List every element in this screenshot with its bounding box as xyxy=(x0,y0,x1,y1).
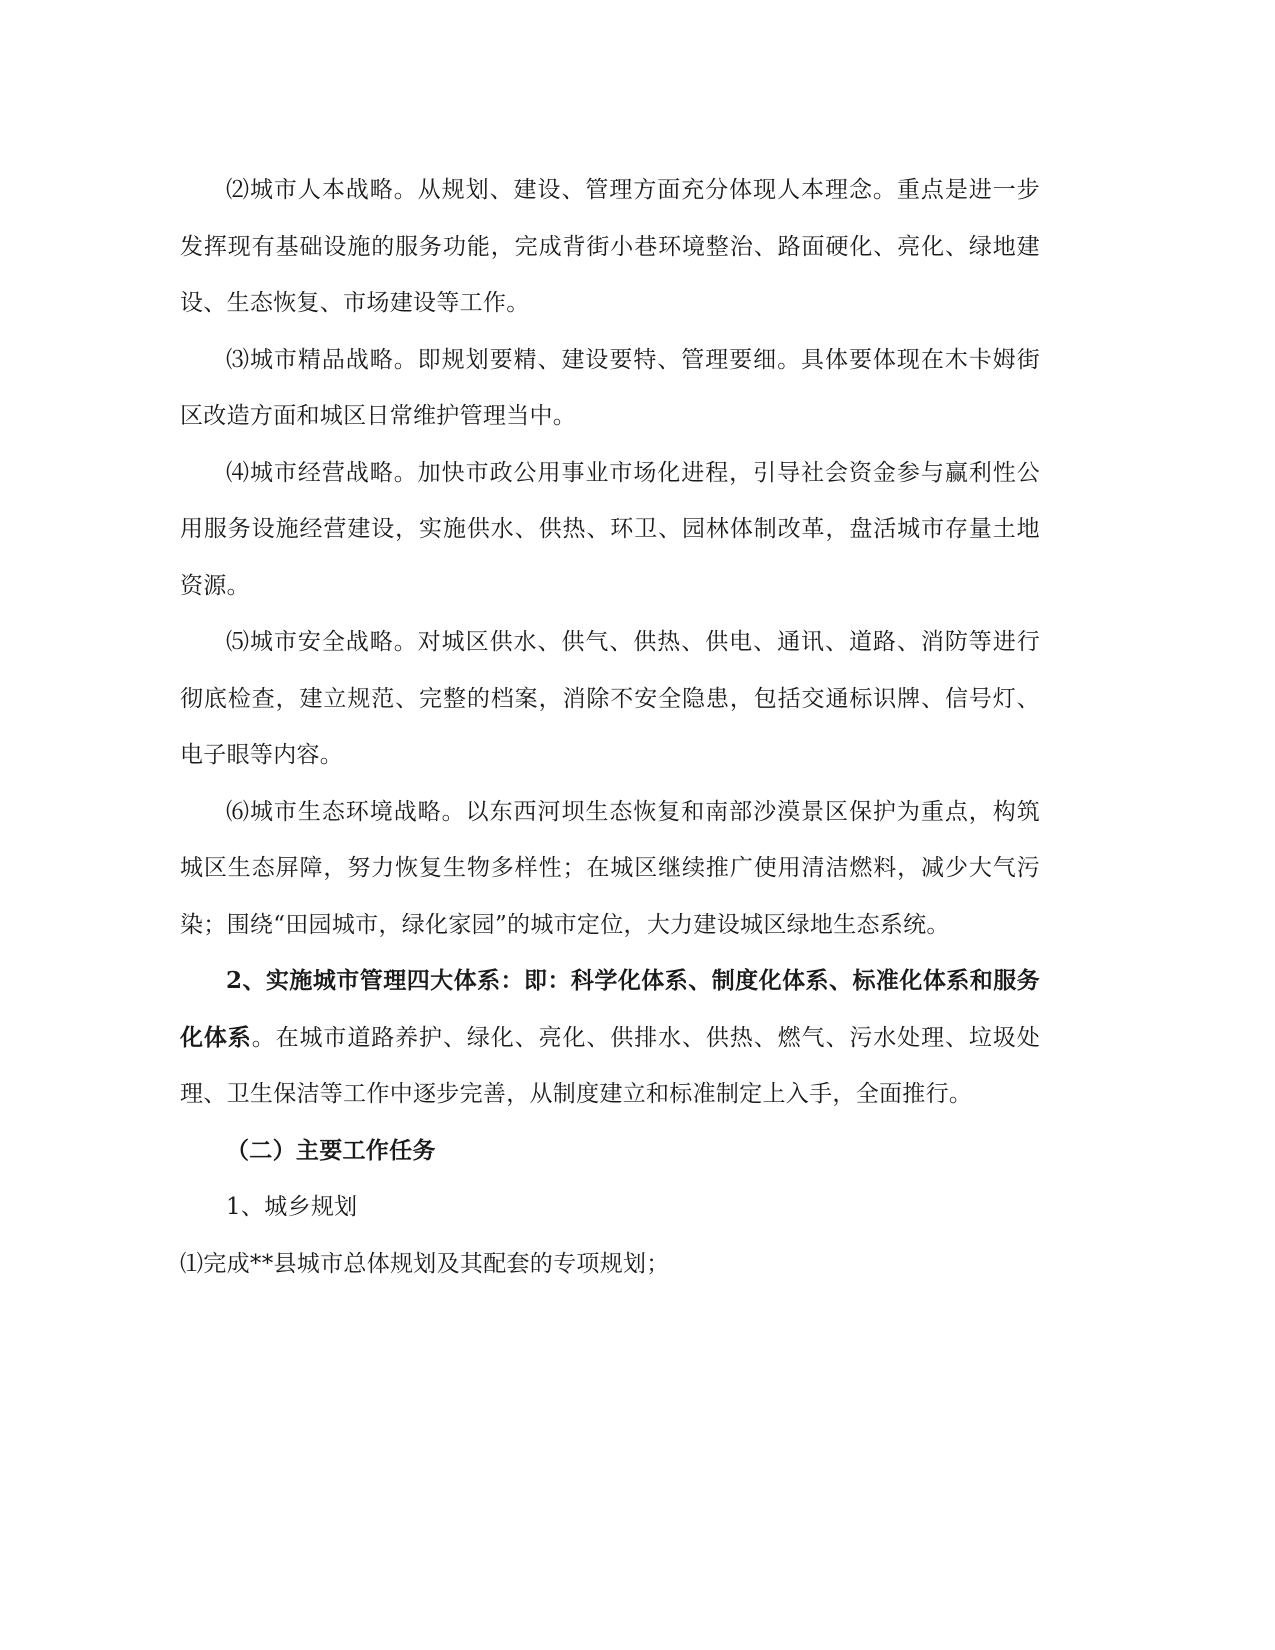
subsection-heading: 1、城乡规划 xyxy=(226,1194,358,1220)
four-systems-title: 2、实施城市管理四大体系：即：科学化体系、制度化体系、标准化体系和服务化体系 xyxy=(180,967,1040,1051)
paragraph-strategy-3: ⑶城市精品战略。即规划要精、建设要特、管理要细。具体要体现在木卡姆街区改造方面和城区日常维护管理当中。 xyxy=(180,346,1040,429)
paragraph-strategy-5: ⑸城市安全战略。对城区供水、供气、供热、供电、通讯、道路、消防等进行彻底检查，建立规范、完整的档案，消除不安全隐患，包括交通标识牌、信号灯、电子眼等内容。 xyxy=(180,629,1040,768)
paragraph-strategy-2: ⑵城市人本战略。从规划、建设、管理方面充分体现人本理念。重点是进一步发挥现有基础设施的服务功能，完成背街小巷环境整治、路面硬化、亮化、绿地建设、生态恢复、市场建设等工作。 xyxy=(180,177,1040,316)
list-item-1: ⑴完成**县城市总体规划及其配套的专项规划； xyxy=(180,1250,670,1277)
paragraph-four-systems xyxy=(180,953,1040,1123)
four-systems-text: 。在城市道路养护、绿化、亮化、供排水、供热、燃气、污水处理、垃圾处理、卫生保洁等工作中逐步完善，从制度建立和标准制定上入手，全面推行。 xyxy=(180,1024,1040,1107)
paragraph-strategy-4: ⑷城市经营战略。加快市政公用事业市场化进程，引导社会资金参与赢利性公用服务设施经营建设，实施供水、供热、环卫、园林体制改革，盘活城市存量土地资源。 xyxy=(180,459,1040,599)
paragraph-strategy-6: ⑹城市生态环境战略。以东西河坝生态恢复和南部沙漠景区保护为重点，构筑城区生态屏障，努力恢复生物多样性；在城区继续推广使用清洁燃料，减少大气污染；围绕“田园城市，绿化家园”的城市定位，大力建设城区绿地生态系统。 xyxy=(180,798,1040,938)
document-body xyxy=(180,162,1040,1292)
section-heading: （二）主要工作任务 xyxy=(226,1136,436,1164)
